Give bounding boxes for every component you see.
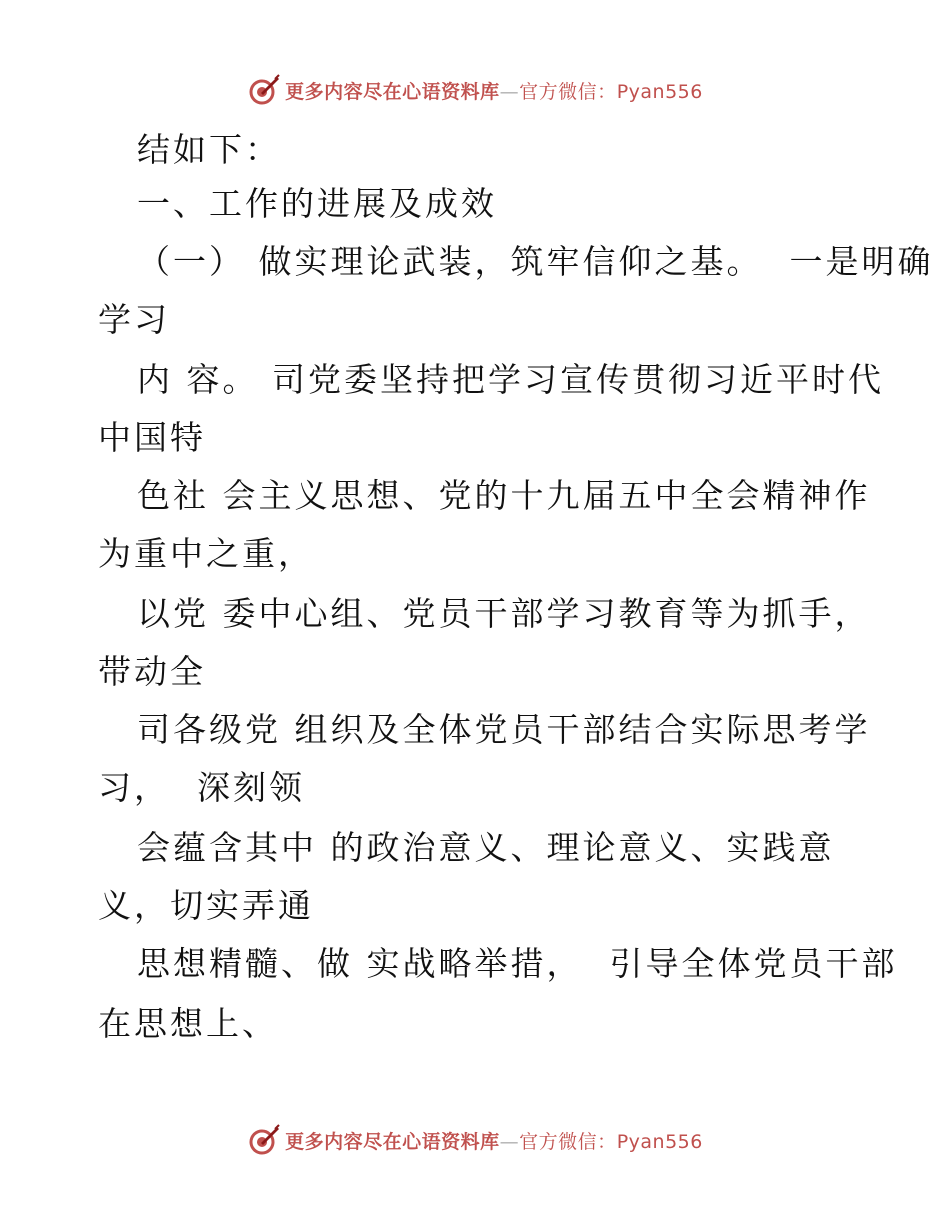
- header-banner: [0, 70, 950, 110]
- footer-banner-text: [285, 1127, 703, 1154]
- header-banner-wechat-id: Pyan556: [616, 80, 703, 103]
- body-line: （一） 做实理论武装，筑牢信仰之基。 一是明确: [137, 242, 934, 281]
- body-line: 学习: [98, 300, 170, 339]
- body-line: 中国特: [98, 418, 206, 457]
- body-line: 以党 委中心组、党员干部学习教育等为抓手，: [137, 594, 871, 633]
- section-heading: 一、工作的进展及成效: [137, 184, 497, 223]
- body-line: 在思想上、: [98, 1004, 278, 1043]
- body-line: 思想精髓、做 实战略举措， 引导全体党员干部: [137, 944, 898, 983]
- body-line: 为重中之重，: [98, 534, 314, 573]
- footer-banner-wechat-id: Pyan556: [616, 1130, 703, 1153]
- body-line: 带动全: [98, 652, 206, 691]
- footer-banner-inner: [247, 1123, 703, 1157]
- quill-logo-icon: [247, 1123, 281, 1157]
- footer-banner: [0, 1120, 950, 1160]
- header-banner-text: [285, 77, 703, 104]
- body-line: 会蕴含其中 的政治意义、理论意义、实践意: [137, 828, 835, 867]
- header-banner-inner: [247, 73, 703, 107]
- body-line: 内 容。 司党委坚持把学习宣传贯彻习近平时代: [137, 360, 884, 399]
- body-line: 习， 深刻领: [98, 768, 305, 807]
- body-line: 义，切实弄通: [98, 886, 314, 925]
- body-line: 结如下：: [137, 130, 281, 169]
- footer-banner-separator: —: [499, 1130, 520, 1153]
- footer-banner-main: 更多内容尽在心语资料库: [285, 1130, 500, 1153]
- body-line: 色社 会主义思想、党的十九届五中全会精神作: [137, 476, 871, 515]
- header-banner-main: 更多内容尽在心语资料库: [285, 80, 500, 103]
- body-line: 司各级党 组织及全体党员干部结合实际思考学: [137, 710, 871, 749]
- quill-logo-icon: [247, 73, 281, 107]
- header-banner-separator: —: [499, 80, 520, 103]
- header-banner-wechat-label: 官方微信：: [519, 80, 617, 103]
- footer-banner-wechat-label: 官方微信：: [519, 1130, 617, 1153]
